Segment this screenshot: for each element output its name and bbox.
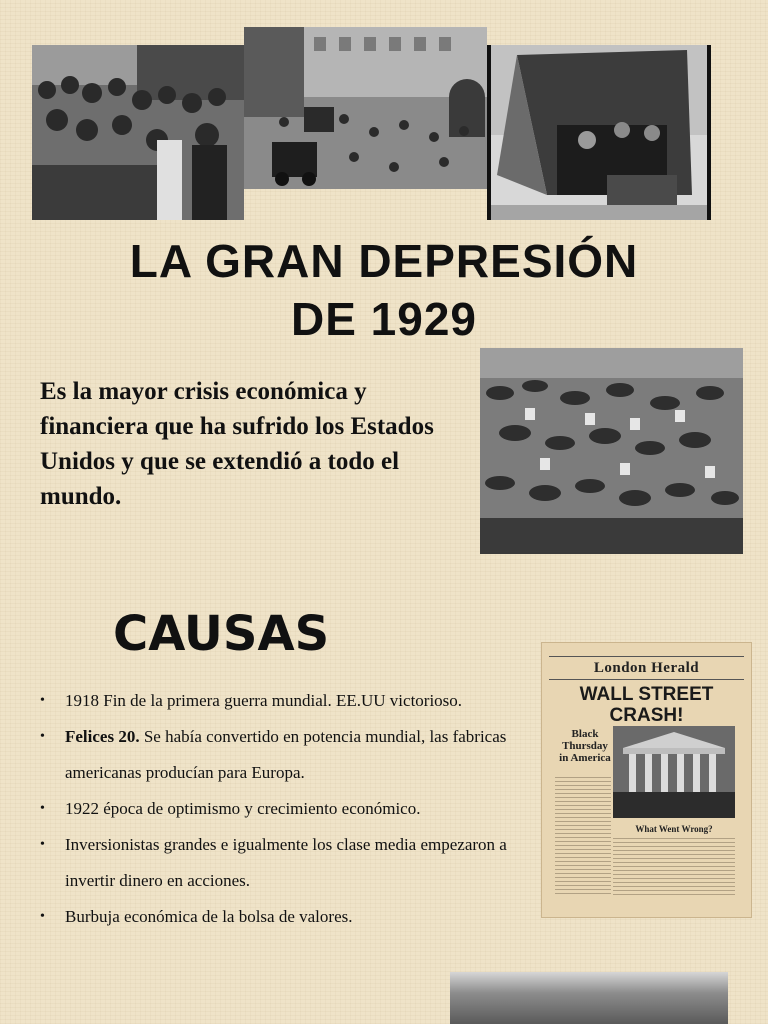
causes-list xyxy=(40,683,530,935)
list-item xyxy=(40,899,530,935)
newspaper-building-photo xyxy=(613,726,735,818)
bullet-icon: • xyxy=(40,729,45,744)
cause-text: Se había convertido en potencia mundial, las fabricas americanas producían para Europa. xyxy=(65,727,507,782)
newspaper-wall-street-crash xyxy=(541,642,752,918)
photo-street-crowd xyxy=(244,27,487,189)
photo-umbrella-crowd xyxy=(480,348,743,554)
cause-text: 1918 Fin de la primera guerra mundial. EE.UU victorioso. xyxy=(65,691,463,710)
headline-line-2: CRASH! xyxy=(609,705,684,726)
page-title xyxy=(0,232,768,348)
list-item xyxy=(40,719,530,791)
list-item xyxy=(40,827,530,899)
cause-bold: Felices 20. xyxy=(65,727,140,746)
cause-text: Inversionistas grandes e igualmente los clase media empezaron a invertir dinero en acciones. xyxy=(65,835,507,890)
newspaper-section-title: What Went Wrong? xyxy=(635,824,713,834)
newspaper-column-text xyxy=(613,838,735,896)
title-line-2: DE 1929 xyxy=(290,293,477,345)
photo-bank-crowd xyxy=(32,45,244,220)
causas-heading: CAUSAS xyxy=(113,606,330,662)
cause-text: 1922 época de optimismo y crecimiento económico. xyxy=(65,799,421,818)
newspaper-column-text xyxy=(555,777,611,897)
newspaper-masthead: London Herald xyxy=(549,656,744,680)
bullet-icon: • xyxy=(40,801,45,816)
bottom-gray-image xyxy=(450,972,728,1024)
newspaper-subhead: Black Thursday in America xyxy=(559,728,611,764)
bullet-icon: • xyxy=(40,693,45,708)
cause-text: Burbuja económica de la bolsa de valores. xyxy=(65,907,353,926)
bullet-icon: • xyxy=(40,837,45,852)
photo-migrant-tent xyxy=(487,45,711,220)
newspaper-headline xyxy=(541,684,752,726)
bullet-icon: • xyxy=(40,909,45,924)
title-line-1: LA GRAN DEPRESIÓN xyxy=(129,235,639,287)
intro-paragraph: Es la mayor crisis económica y financiera que ha sufrido los Estados Unidos y que se extendió a todo el mundo. xyxy=(40,378,434,510)
list-item xyxy=(40,683,530,719)
list-item xyxy=(40,791,530,827)
headline-line-1: WALL STREET xyxy=(579,684,714,705)
